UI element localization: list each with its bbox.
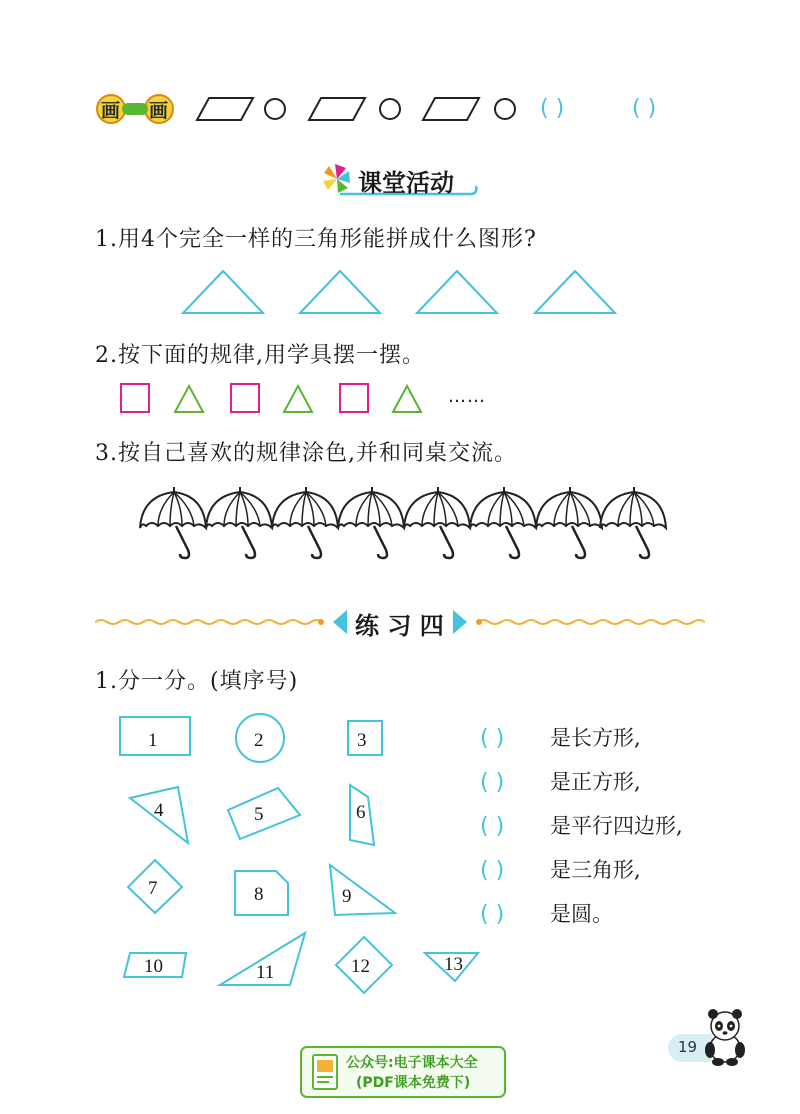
shape-label: 12 bbox=[351, 956, 370, 977]
answer-label: 是平行四边形, bbox=[550, 814, 683, 838]
answer-blank[interactable]: ( ) bbox=[480, 770, 505, 795]
shape-5-parallelogram bbox=[228, 788, 300, 839]
draw-badge-char-1: 画 bbox=[101, 100, 121, 122]
answer-label: 是三角形, bbox=[550, 858, 641, 882]
watermark-line-2: (PDF课本免费下) bbox=[356, 1075, 471, 1091]
activity-question-2: 2.按下面的规律,用学具摆一摆。 bbox=[95, 343, 425, 368]
answer-blank[interactable]: ( ) bbox=[480, 902, 505, 927]
answer-row-circle bbox=[480, 898, 613, 928]
exercise-question-1: 1.分一分。(填序号) bbox=[95, 669, 299, 694]
draw-blank-paren-2: ( ) bbox=[632, 96, 657, 121]
activity-question-3: 3.按自己喜欢的规律涂色,并和同桌交流。 bbox=[95, 441, 517, 466]
answer-blank[interactable]: ( ) bbox=[480, 858, 505, 883]
shape-label: 10 bbox=[144, 956, 163, 977]
umbrella-icon bbox=[272, 487, 338, 558]
triangle-shape bbox=[284, 386, 312, 412]
shape-label: 9 bbox=[342, 886, 352, 907]
activity-question-1: 1.用4个完全一样的三角形能拼成什么图形? bbox=[95, 227, 537, 252]
answer-label: 是圆。 bbox=[550, 902, 613, 926]
triangle-shape bbox=[417, 271, 497, 313]
umbrella-icon bbox=[338, 487, 404, 558]
shape-label: 6 bbox=[356, 802, 366, 823]
answer-row-triangle bbox=[480, 854, 641, 884]
page-number: 19 bbox=[678, 1038, 698, 1056]
shape-label: 7 bbox=[148, 878, 158, 899]
answer-label: 是正方形, bbox=[550, 770, 641, 794]
triangle-shape bbox=[175, 386, 203, 412]
numbered-shapes bbox=[110, 705, 490, 995]
answer-row-rectangle bbox=[480, 722, 641, 752]
answer-blank[interactable]: ( ) bbox=[480, 814, 505, 839]
circle-shape bbox=[265, 99, 285, 119]
answer-label: 是长方形, bbox=[550, 726, 641, 750]
answer-blank[interactable]: ( ) bbox=[480, 726, 505, 751]
shape-label: 8 bbox=[254, 884, 264, 905]
draw-badge bbox=[96, 92, 174, 126]
draw-badge-char-2: 画 bbox=[149, 100, 169, 122]
triangle-shape bbox=[183, 271, 263, 313]
shape-label: 2 bbox=[254, 730, 264, 751]
triangle-shape bbox=[393, 386, 421, 412]
shape-label: 5 bbox=[254, 804, 264, 825]
exercise-title: 练 习 四 bbox=[355, 612, 444, 640]
watermark-box bbox=[300, 1046, 506, 1098]
pattern-shapes-row bbox=[185, 92, 530, 128]
class-activity-title: 课堂活动 bbox=[358, 169, 454, 197]
draw-blank-paren-1: ( ) bbox=[540, 96, 565, 121]
triangle-shape bbox=[535, 271, 615, 313]
parallelogram-shape bbox=[197, 98, 253, 120]
circle-shape bbox=[380, 99, 400, 119]
class-activity-banner bbox=[320, 160, 480, 200]
shape-label: 13 bbox=[444, 954, 463, 975]
square-shape bbox=[340, 384, 368, 412]
triangle-shape bbox=[300, 271, 380, 313]
shape-label: 1 bbox=[148, 730, 158, 751]
shape-label: 3 bbox=[357, 730, 367, 751]
watermark-line-1: 公众号:电子课本大全 bbox=[346, 1055, 478, 1071]
umbrella-icon bbox=[404, 487, 470, 558]
answer-row-square bbox=[480, 766, 641, 796]
parallelogram-shape bbox=[423, 98, 479, 120]
umbrella-icon bbox=[470, 487, 536, 558]
umbrella-icon bbox=[140, 487, 206, 558]
four-triangles bbox=[175, 265, 625, 317]
pattern-ellipsis: …… bbox=[448, 386, 486, 407]
umbrella-icon bbox=[600, 487, 666, 558]
parallelogram-shape bbox=[309, 98, 365, 120]
umbrella-icon bbox=[536, 487, 602, 558]
circle-shape bbox=[495, 99, 515, 119]
umbrella-row bbox=[130, 482, 670, 562]
shape-label: 11 bbox=[256, 962, 275, 983]
panda-icon bbox=[700, 1006, 750, 1066]
book-icon bbox=[312, 1054, 338, 1090]
answer-row-parallelogram bbox=[480, 810, 683, 840]
shape-9-right-triangle bbox=[330, 865, 395, 915]
square-shape bbox=[231, 384, 259, 412]
umbrella-icon bbox=[206, 487, 272, 558]
square-shape bbox=[121, 384, 149, 412]
shape-label: 4 bbox=[154, 800, 164, 821]
square-triangle-pattern bbox=[115, 380, 435, 416]
